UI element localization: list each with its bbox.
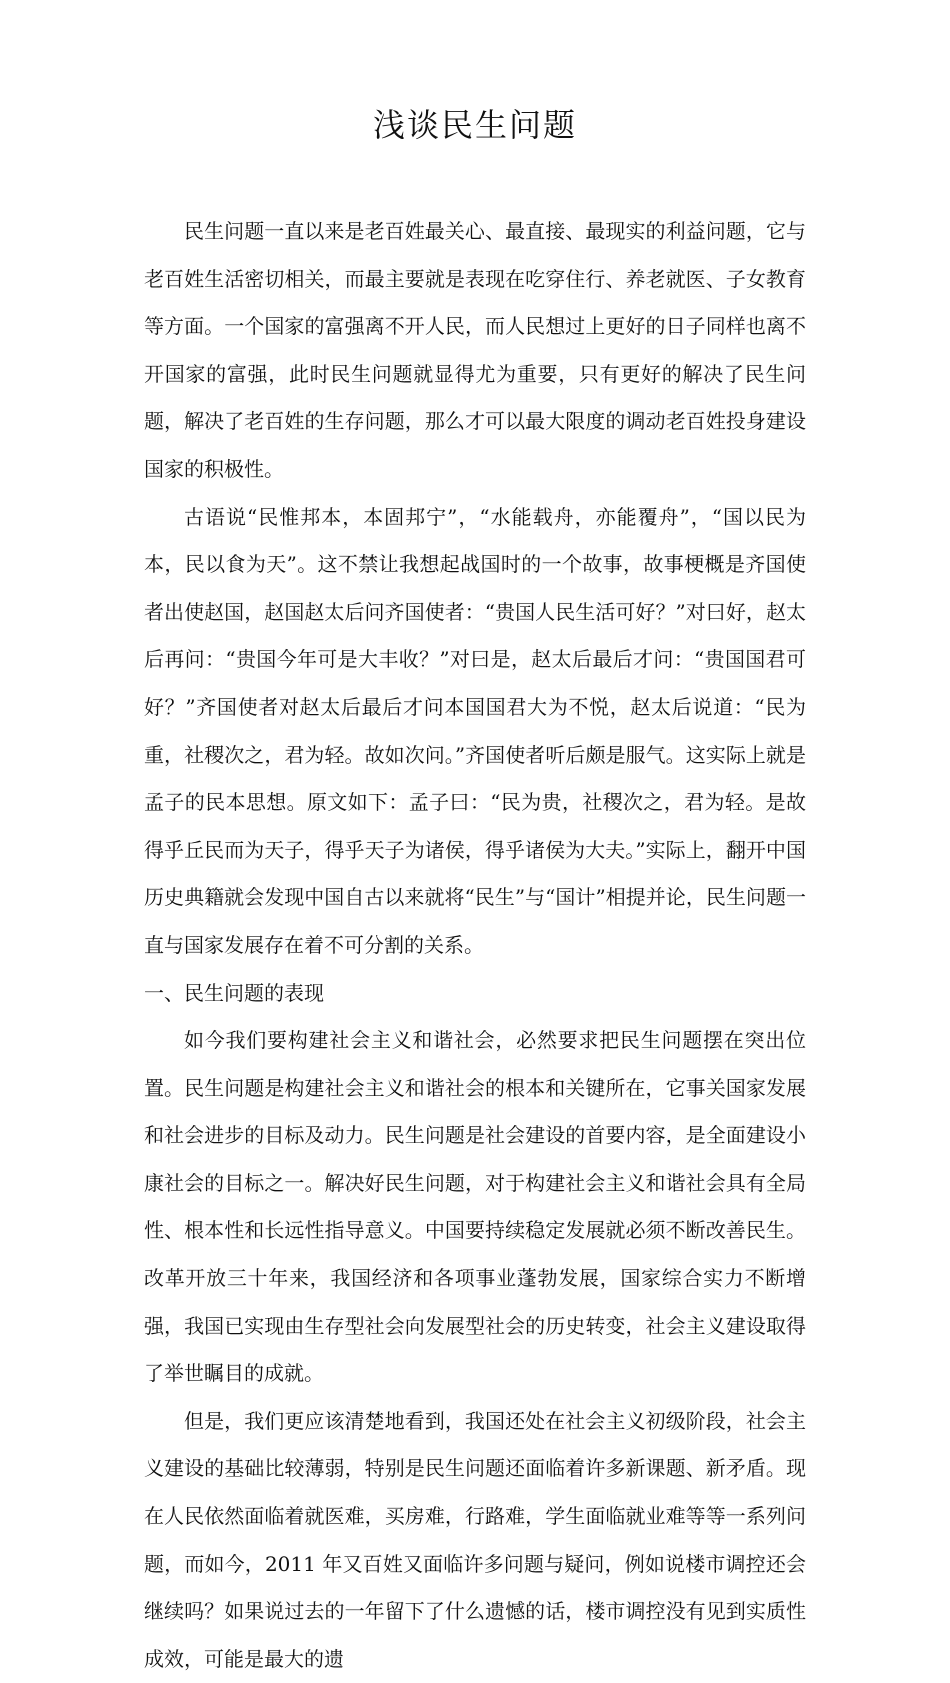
section-heading: 一、民生问题的表现 bbox=[144, 980, 324, 1005]
document-title: 浅谈民生问题 bbox=[372, 106, 577, 144]
paragraph-history: 古语说“民惟邦本，本固邦宁”，“水能载舟，亦能覆舟”，“国以民为本，民以食为天”。这不禁让我想起战国时的一个故事，故事梗概是齐国使者出使赵国，赵国赵太后问齐国使者：“贵国人民生活可好？”对曰好，赵太后再问：“贵国今年可是大丰收？”对曰是，赵太后最后才问：“贵国国君可好？”齐国使者对赵太后最后才问本国国君大为不悦，赵太后说道：“民为重，社稷次之，君为轻。故如次问。”齐国使者听后颇是服气。这实际上就是孟子的民本思想。原文如下：孟子曰：“民为贵，社稷次之，君为轻。是故得乎丘民而为天子，得乎天子为诸侯，得乎诸侯为大夫。”实际上，翻开中国历史典籍就会发现中国自古以来就将“民生”与“国计”相提并论，民生问题一直与国家发展存在着不可分割的关系。 bbox=[144, 504, 806, 957]
paragraph-intro: 民生问题一直以来是老百姓最关心、最直接、最现实的利益问题，它与老百姓生活密切相关，而最主要就是表现在吃穿住行、养老就医、子女教育等方面。一个国家的富强离不开人民，而人民想过上更好的日子同样也离不开国家的富强，此时民生问题就显得尤为重要，只有更好的解决了民生问题，解决了老百姓的生存问题，那么才可以最大限度的调动老百姓投身建设国家的积极性。 bbox=[144, 219, 806, 481]
paragraph-harmony: 如今我们要构建社会主义和谐社会，必然要求把民生问题摆在突出位置。民生问题是构建社会主义和谐社会的根本和关键所在，它事关国家发展和社会进步的目标及动力。民生问题是社会建设的首要内容，是全面建设小康社会的目标之一。解决好民生问题，对于构建社会主义和谐社会具有全局性、根本性和长远性指导意义。中国要持续稳定发展就必须不断改善民生。改革开放三十年来，我国经济和各项事业蓬勃发展，国家综合实力不断增强，我国已实现由生存型社会向发展型社会的历史转变，社会主义建设取得了举世瞩目的成就。 bbox=[144, 1028, 806, 1386]
paragraph-challenges: 但是，我们更应该清楚地看到，我国还处在社会主义初级阶段，社会主义建设的基础比较薄弱，特别是民生问题还面临着许多新课题、新矛盾。现在人民依然面临着就医难，买房难，行路难，学生面临就业难等等一系列问题，而如今，2011 年又百姓又面临许多问题与疑问，例如说楼市调控还会继续吗？如果说过去的一年留下了什么遗憾的话，楼市调控没有见到实质性成效，可能是最大的遗 bbox=[144, 1408, 806, 1671]
document-body bbox=[144, 208, 806, 1683]
